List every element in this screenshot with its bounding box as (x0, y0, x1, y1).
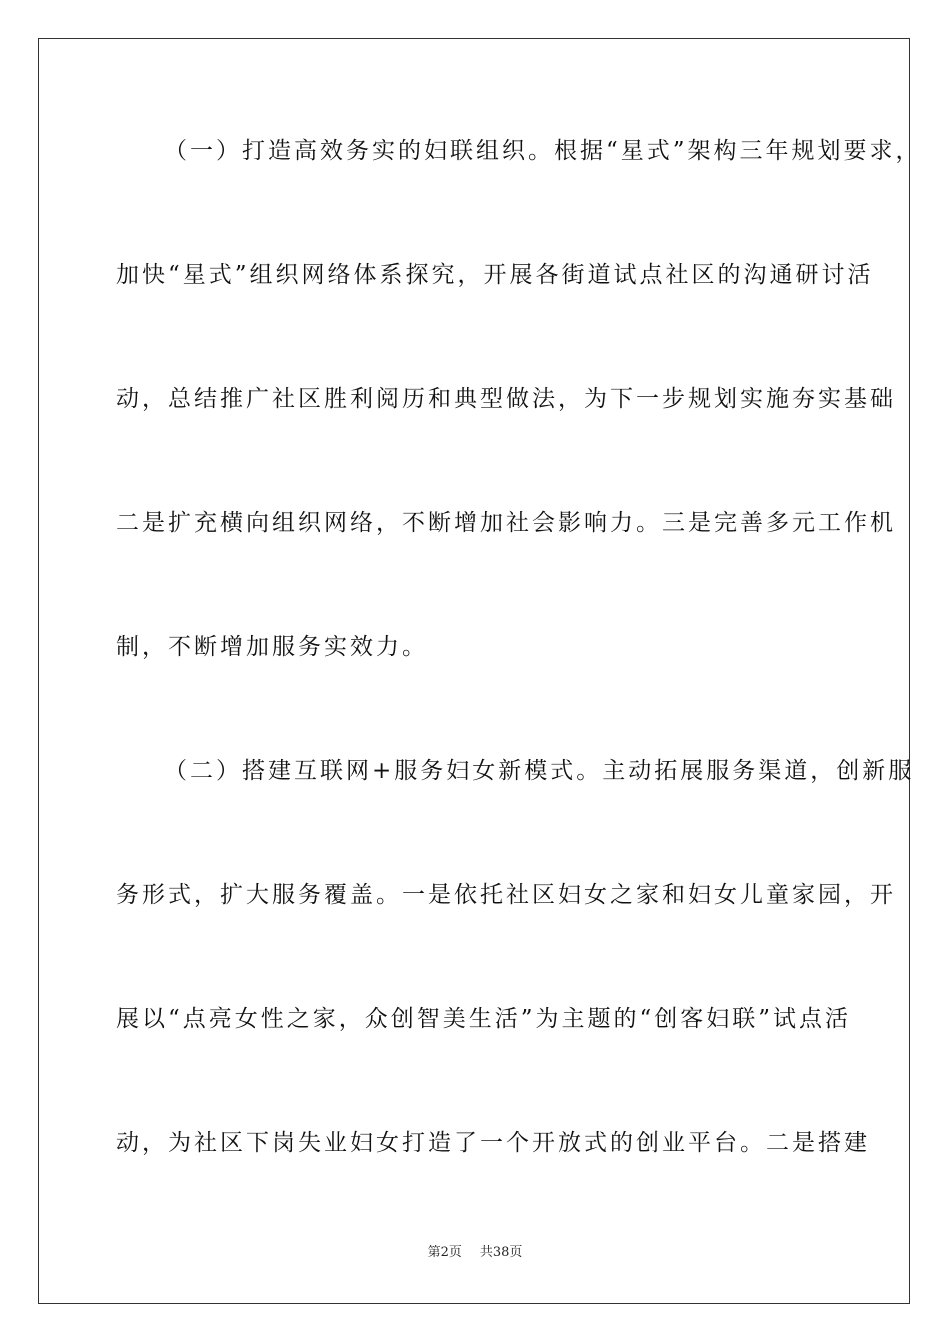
page-frame (38, 38, 922, 1304)
paragraph-2-line-3: 展以“点亮女性之家，众创智美生活”为主题的“创客妇联”试点活 (116, 1006, 852, 1032)
paragraph-1-line-2: 加快“星式”组织网络体系探究，开展各街道试点社区的沟通研讨活 (116, 262, 874, 288)
paragraph-1-line-3: 动，总结推广社区胜利阅历和典型做法，为下一步规划实施夯实基础 (116, 386, 896, 412)
paragraph-1-line-4: 二是扩充横向组织网络，不断增加社会影响力。三是完善多元工作机 (116, 510, 896, 536)
page-total: 共38页 (479, 1245, 523, 1260)
page-number: 第2页 (427, 1245, 462, 1260)
paragraph-2-line-4: 动，为社区下岗失业妇女打造了一个开放式的创业平台。二是搭建 (116, 1130, 870, 1156)
page-footer (0, 1244, 950, 1262)
paragraph-1-line-5: 制，不断增加服务实效力。 (116, 634, 428, 660)
paragraph-1-line-1: （一）打造高效务实的妇联组织。根据“星式”架构三年规划要求， (164, 138, 922, 164)
paragraph-2-line-1: （二）搭建互联网+服务妇女新模式。主动拓展服务渠道，创新服 (164, 758, 915, 784)
paragraph-2-line-2: 务形式，扩大服务覆盖。一是依托社区妇女之家和妇女儿童家园，开 (116, 882, 896, 908)
